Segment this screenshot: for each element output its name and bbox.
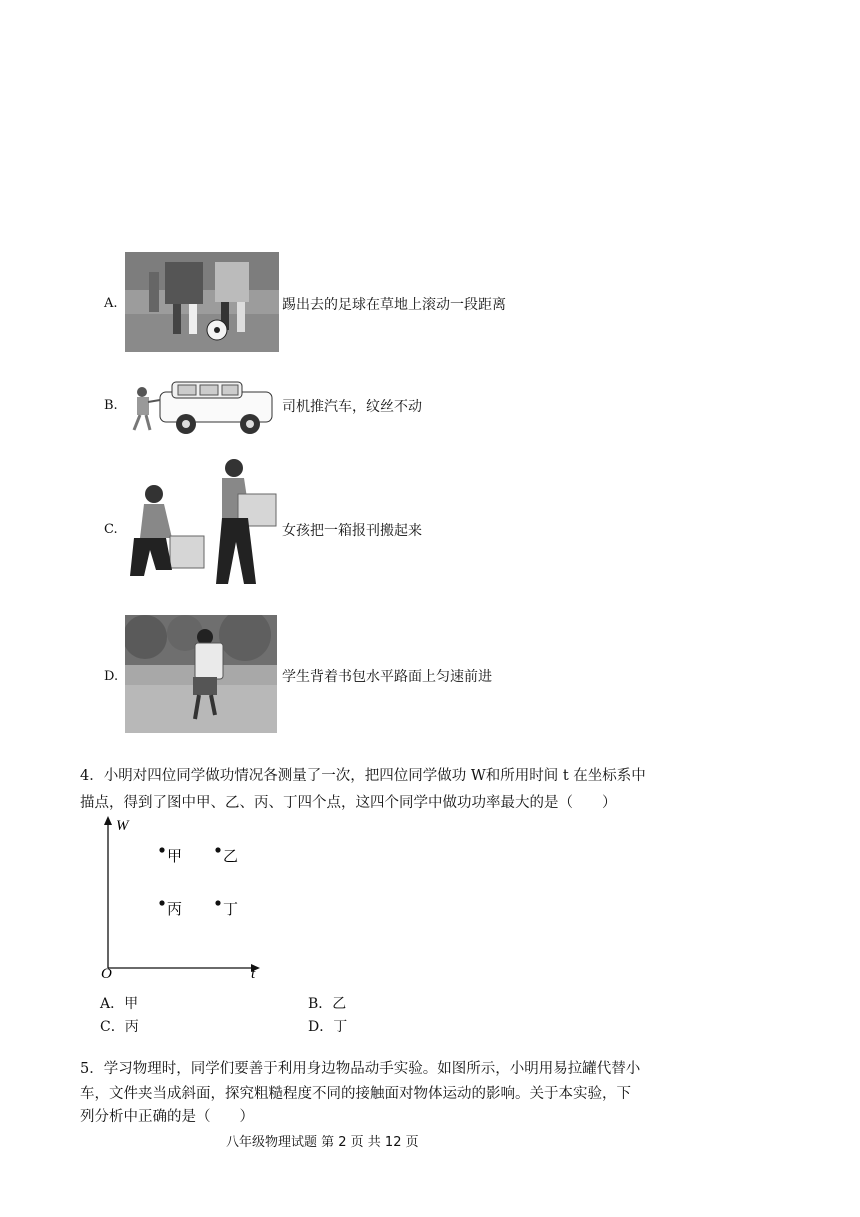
option-b-text: 司机推汽车，纹丝不动	[282, 399, 422, 415]
option-c-letter: C.	[104, 522, 118, 537]
choice-a-text: 甲	[124, 996, 139, 1012]
graph-point-2	[159, 900, 164, 905]
option-b-letter: B.	[104, 398, 118, 413]
option-d-text: 学生背着书包水平路面上匀速前进	[282, 669, 492, 685]
choice-d[interactable]	[308, 1016, 347, 1036]
question-5-stem-line3: 列分析中正确的是（ ）	[80, 1109, 254, 1125]
choice-d-text: 丁	[333, 1019, 348, 1035]
graph-point-label-3: 丁	[223, 900, 239, 918]
graph-point-label-2: 丙	[167, 900, 183, 918]
soccer-players-photo	[125, 252, 279, 352]
option-a-letter: A.	[104, 296, 118, 311]
choice-d-letter: D．	[308, 1019, 334, 1035]
y-axis-label: W	[116, 818, 129, 834]
question-5-stem-line2: 车，文件夹当成斜面，探究粗糙程度不同的接触面对物体运动的影响。关于本实验，下	[80, 1086, 631, 1102]
work-time-graph	[95, 810, 275, 985]
person-pushing-car-illustration	[128, 378, 278, 440]
option-d-letter: D.	[104, 669, 119, 684]
y-axis-arrow	[104, 816, 112, 825]
choice-b-letter: B．	[308, 996, 333, 1012]
option-c-text: 女孩把一箱报刊搬起来	[282, 523, 422, 539]
choice-a[interactable]	[100, 993, 138, 1013]
question-5-stem-line1: 5．学习物理时，同学们要善于利用身边物品动手实验。如图所示，小明用易拉罐代替小	[80, 1061, 641, 1077]
choice-c-letter: C．	[100, 1019, 125, 1035]
graph-point-3	[215, 900, 220, 905]
graph-axes	[104, 816, 260, 972]
choice-c[interactable]	[100, 1016, 139, 1036]
girl-lifting-box-photo	[126, 458, 278, 590]
student-with-backpack-photo	[125, 615, 277, 733]
option-a-text: 踢出去的足球在草地上滚动一段距离	[282, 297, 506, 313]
question-4-stem-line1: 4．小明对四位同学做功情况各测量了一次，把四位同学做功 W和所用时间 t 在坐标系中	[80, 768, 646, 784]
x-axis-label: t	[251, 966, 256, 982]
choice-b-text: 乙	[332, 996, 347, 1012]
page-footer: 八年级物理试题 第 2 页 共 12 页	[226, 1135, 419, 1150]
graph-point-1	[215, 847, 220, 852]
choice-b[interactable]	[308, 993, 346, 1013]
question-4-stem-line2: 描点，得到了图中甲、乙、丙、丁四个点，这四个同学中做功功率最大的是（ ）	[80, 795, 617, 811]
graph-points	[159, 847, 238, 918]
graph-point-label-0: 甲	[167, 847, 183, 865]
graph-point-0	[159, 847, 164, 852]
graph-point-label-1: 乙	[223, 847, 239, 865]
origin-label: O	[101, 966, 112, 982]
choice-a-letter: A．	[100, 996, 125, 1012]
choice-c-text: 丙	[124, 1019, 139, 1035]
